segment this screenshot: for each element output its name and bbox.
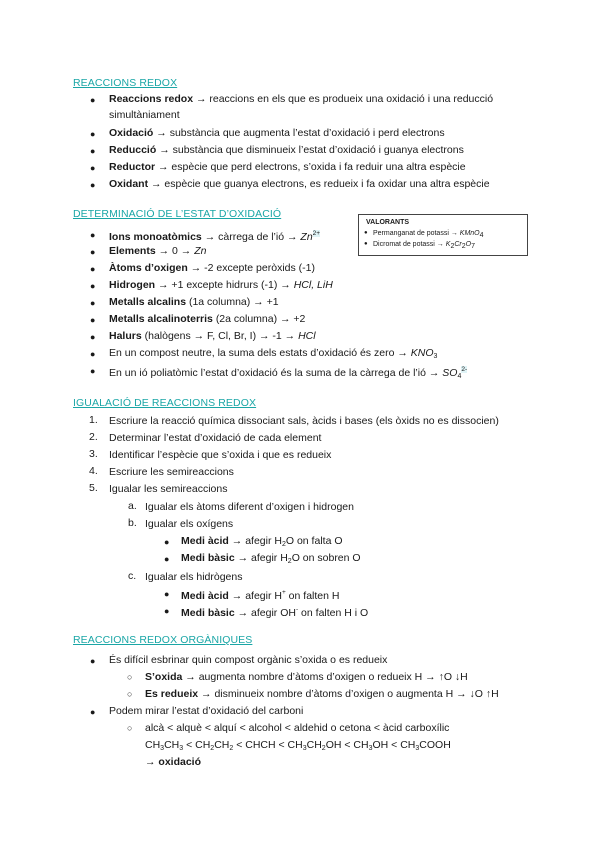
valorant-item: ● Dicromat de potassi → K2Cr2O7 xyxy=(364,241,475,250)
list-item: Oxidació → substància que augmenta l’estat d’oxidació i perd electrons xyxy=(109,127,445,139)
oxidation-arrow-label: → oxidació xyxy=(145,756,202,768)
list-item: Oxidant → espècie que guanya electrons, es redueix i fa oxidar una altra espècie xyxy=(109,178,490,190)
bullet: ● xyxy=(90,264,96,274)
list-item: Reaccions redox → reaccions en els que es produeix una oxidació i una reducció xyxy=(109,93,494,105)
bullet: ● xyxy=(90,180,96,190)
valorants-title: VALORANTS xyxy=(366,219,410,226)
step-number: 1. xyxy=(89,414,98,426)
list-item: Medi àcid → afegir $H_2O$ on falta O xyxy=(181,535,343,548)
step-item: Identificar l’espècie que s’oxida i que es redueix xyxy=(109,449,332,461)
bullet: ● xyxy=(90,332,96,342)
list-item: En un compost neutre, la suma dels estats d’oxidació és zero → $KNO_3$ xyxy=(109,347,438,360)
list-item: Elements → 0 → Zn xyxy=(109,245,207,257)
list-item: Metalls alcalins (1a columna) → +1 xyxy=(109,296,279,308)
step-item: Escriure les semireaccions xyxy=(109,466,234,478)
bullet: ● xyxy=(90,349,96,359)
step-item: Igualar les semireaccions xyxy=(109,483,228,495)
list-item: Halurs (halògens → F, Cl, Br, I) → -1 → HCl xyxy=(109,330,316,342)
substep-item: Igualar els àtoms diferent d’oxigen i hidrogen xyxy=(145,501,354,513)
substep-letter: a. xyxy=(128,500,137,512)
step-item: Determinar l’estat d’oxidació de cada element xyxy=(109,432,322,444)
step-item: Escriure la reacció química dissociant sals, àcids i bases (els òxids no es dissocien) xyxy=(109,415,499,427)
list-item: Es redueix → disminueix nombre d’àtoms d’oxigen o augmenta H → ↓O ↑H xyxy=(145,688,499,700)
bullet: ● xyxy=(90,230,96,240)
bullet: ● xyxy=(90,95,96,105)
list-item: Podem mirar l’estat d’oxidació del carboni xyxy=(109,705,304,717)
list-item: Medi àcid → afegir H+ on falten H xyxy=(181,589,340,602)
bullet: ● xyxy=(164,537,170,547)
substep-letter: b. xyxy=(128,517,137,529)
substep-item: Igualar els hidrògens xyxy=(145,571,243,583)
list-item: alcà < alquè < alquí < alcohol < aldehid o cetona < àcid carboxílic xyxy=(145,722,450,734)
list-item: Ions monoatòmics → càrrega de l’ió → $Zn^{2+}$ xyxy=(109,230,321,243)
bullet: ● xyxy=(90,146,96,156)
valorant-item: ● Permanganat de potassi → KMnO4 xyxy=(364,230,484,239)
hollow-bullet: ○ xyxy=(127,672,133,682)
list-item: Reductor → espècie que perd electrons, s’oxida i fa reduir una altra espècie xyxy=(109,161,466,173)
bullet: ● xyxy=(90,315,96,325)
heading-organiques: REACCIONS REDOX ORGÀNIQUES xyxy=(73,634,253,646)
list-item: En un ió poliatòmic l’estat d’oxidació és la suma de la càrrega de l’ió → $SO_4^{2-}$ xyxy=(109,366,468,380)
list-item-continuation: simultàniament xyxy=(109,109,180,121)
bullet: ● xyxy=(164,554,170,564)
list-item: S’oxida → augmenta nombre d’àtoms d’oxigen o redueix H → ↑O ↓H xyxy=(145,671,468,683)
hollow-bullet: ○ xyxy=(127,689,133,699)
bullet: ● xyxy=(90,281,96,291)
step-number: 5. xyxy=(89,482,98,494)
list-item: És difícil esbrinar quin compost orgànic s’oxida o es redueix xyxy=(109,654,388,666)
bullet: ● xyxy=(164,606,170,616)
bullet: ● xyxy=(90,129,96,139)
heading-igualacio: IGUALACIÓ DE REACCIONS REDOX xyxy=(73,397,257,409)
list-item: Reducció → substància que disminueix l’estat d’oxidació i guanya electrons xyxy=(109,144,464,156)
list-item: Medi bàsic → afegir $H_2O$ on sobren O xyxy=(181,552,361,565)
step-number: 4. xyxy=(89,465,98,477)
list-item: Medi bàsic → afegir OH- on falten H i O xyxy=(181,606,369,619)
bullet: ● xyxy=(90,298,96,308)
list-item: Hidrogen → +1 excepte hidrurs (-1) → HCl, LiH xyxy=(109,279,333,291)
heading-estat-oxidacio: DETERMINACIÓ DE L’ESTAT D’OXIDACIÓ xyxy=(73,208,282,220)
valorants-box xyxy=(358,214,528,256)
step-number: 3. xyxy=(89,448,98,460)
hollow-bullet: ○ xyxy=(127,723,133,733)
bullet: ● xyxy=(90,656,96,666)
step-number: 2. xyxy=(89,431,98,443)
carbon-formula-series: $CH_3CH_3 < CH_2CH_2$ < CHCH < $CH_3CH_2OH < CH_3OH$ < $CH_3COOH$ xyxy=(145,739,451,752)
substep-item: Igualar els oxígens xyxy=(145,518,234,530)
bullet: ● xyxy=(90,163,96,173)
list-item: Metalls alcalinoterris (2a columna) → +2 xyxy=(109,313,306,325)
heading-reaccions-redox: REACCIONS REDOX xyxy=(73,77,178,89)
list-item: Àtoms d’oxigen → -2 excepte peròxids (-1) xyxy=(109,262,315,274)
bullet: ● xyxy=(90,247,96,257)
substep-letter: c. xyxy=(128,570,137,582)
bullet: ● xyxy=(90,707,96,717)
bullet: ● xyxy=(164,589,170,599)
bullet: ● xyxy=(90,366,96,376)
